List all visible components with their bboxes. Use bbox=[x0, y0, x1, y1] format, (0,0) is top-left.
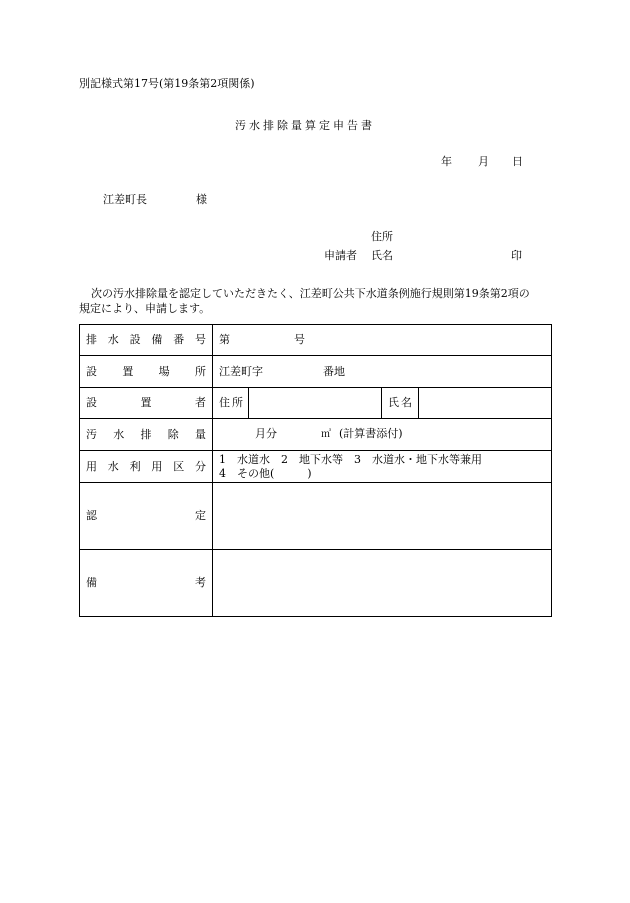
label-water-use-category: 用 水 利 用 区 分 bbox=[80, 451, 213, 483]
table-row-sewage-volume bbox=[80, 419, 552, 451]
installer-name-field[interactable] bbox=[419, 388, 552, 419]
label-installer: 設 置 者 bbox=[80, 388, 213, 419]
application-form-table bbox=[79, 324, 552, 617]
table-row-drain-equipment-number bbox=[80, 325, 552, 356]
addressee-name: 江差町長 bbox=[103, 193, 147, 206]
applicant-name-label: 氏名 bbox=[371, 249, 393, 262]
date-day: 日 bbox=[512, 155, 523, 168]
water-use-options-line-2: 4 その他( ) bbox=[219, 466, 312, 480]
date-year: 年 bbox=[441, 155, 452, 168]
field-water-use-category[interactable] bbox=[213, 451, 552, 483]
table-row-certification bbox=[80, 483, 552, 550]
installer-name-label: 氏名 bbox=[382, 388, 419, 419]
field-installation-location[interactable]: 江差町字 番地 bbox=[213, 356, 552, 388]
label-certification: 認 定 bbox=[80, 483, 213, 550]
installer-address-label: 住所 bbox=[213, 388, 249, 419]
seal-mark: 印 bbox=[511, 249, 522, 262]
applicant-address-label: 住所 bbox=[371, 230, 393, 243]
field-certification[interactable] bbox=[213, 483, 552, 550]
applicant-role: 申請者 bbox=[324, 249, 357, 262]
date-month: 月 bbox=[478, 155, 489, 168]
field-sewage-volume[interactable]: 月分 ㎥ (計算書添付) bbox=[213, 419, 552, 451]
water-use-options-line-1: 1 水道水 2 地下水等 3 水道水・地下水等兼用 bbox=[219, 452, 482, 466]
table-row-water-use-category bbox=[80, 451, 552, 483]
label-sewage-volume: 汚 水 排 除 量 bbox=[80, 419, 213, 451]
addressee-honorific: 様 bbox=[196, 193, 207, 206]
document-title: 汚水排除量算定申告書 bbox=[235, 119, 375, 132]
field-drain-equipment-number[interactable]: 第 号 bbox=[213, 325, 552, 356]
body-text-line-2: 規定により、申請します。 bbox=[79, 302, 211, 315]
label-installation-location: 設 置 場 所 bbox=[80, 356, 213, 388]
label-drain-equipment-number: 排 水 設 備 番 号 bbox=[80, 325, 213, 356]
table-row-installer bbox=[80, 388, 552, 419]
installer-address-field[interactable] bbox=[249, 388, 382, 419]
table-row-remarks bbox=[80, 550, 552, 617]
label-remarks: 備 考 bbox=[80, 550, 213, 617]
table-row-installation-location bbox=[80, 356, 552, 388]
field-remarks[interactable] bbox=[213, 550, 552, 617]
form-reference: 別記様式第17号(第19条第2項関係) bbox=[79, 77, 255, 90]
body-text-line-1: 次の汚水排除量を認定していただきたく、江差町公共下水道条例施行規則第19条第2項の bbox=[91, 287, 530, 300]
